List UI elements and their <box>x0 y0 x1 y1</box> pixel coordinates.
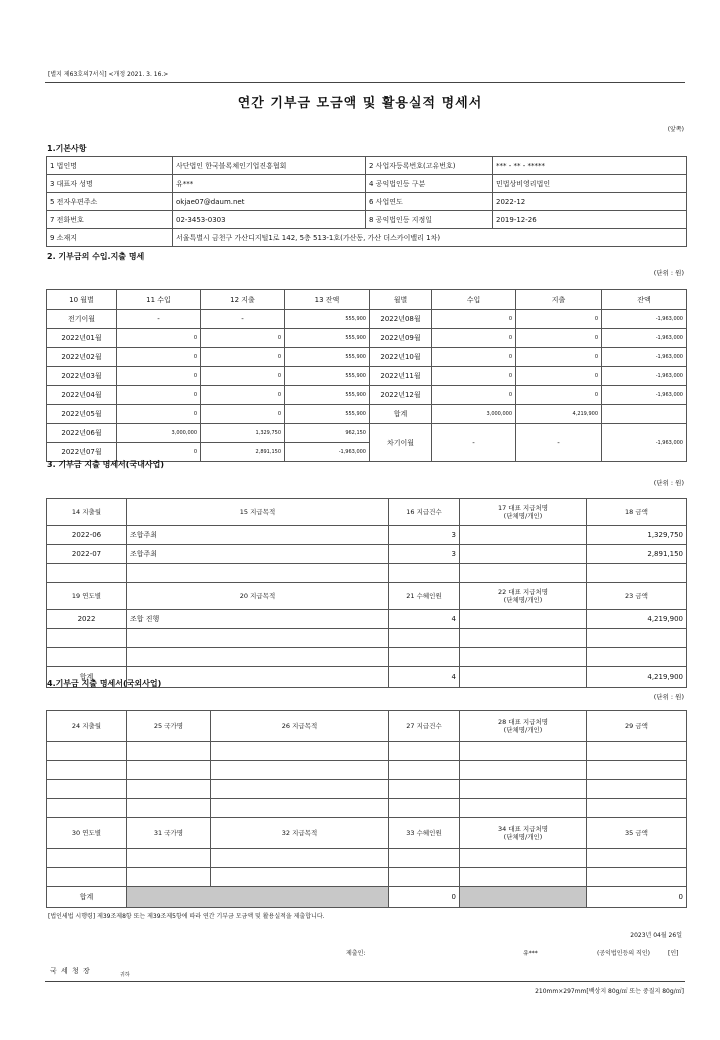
year-label: 2022 <box>47 610 127 629</box>
field-value: 사단법인 한국블록체인기업진흥협회 <box>173 157 366 175</box>
expense-purpose <box>127 629 389 648</box>
balance-value: -1,963,000 <box>602 329 687 348</box>
expense-value: 2,891,150 <box>201 443 285 462</box>
payee <box>460 629 587 648</box>
balance-value: -1,963,000 <box>602 310 687 329</box>
balance-value: -1,963,000 <box>602 348 687 367</box>
empty-row <box>47 742 687 761</box>
column-header: 35 금액 <box>587 818 687 849</box>
expense-value: 0 <box>516 386 602 405</box>
carry-balance: -1,963,000 <box>602 424 687 462</box>
year-row <box>47 629 687 648</box>
empty-cell <box>460 761 587 780</box>
total-amount: 4,219,900 <box>587 667 687 688</box>
empty-cell <box>460 868 587 887</box>
column-header: 34 대표 지급처명 (단체명/개인) <box>460 818 587 849</box>
month-label: 2022년01월 <box>47 329 117 348</box>
submitter-name: 유*** <box>523 950 538 957</box>
field-value: *** - ** - ***** <box>493 157 687 175</box>
expense-value: 0 <box>516 367 602 386</box>
empty-cell <box>47 799 127 818</box>
empty-cell <box>389 761 460 780</box>
payee <box>460 610 587 629</box>
empty-cell <box>587 849 687 868</box>
month-row <box>47 310 687 329</box>
empty-cell <box>211 849 389 868</box>
expense-amount <box>587 629 687 648</box>
section-2-heading: 2. 기부금의 수입.지출 명세 <box>47 252 145 261</box>
balance-value: 555,900 <box>285 310 370 329</box>
column-header: 11 수입 <box>117 290 201 310</box>
month-label: 2022년12월 <box>370 386 432 405</box>
total-label: 합계 <box>47 667 127 688</box>
column-header: 월별 <box>370 290 432 310</box>
field-label: 6 사업연도 <box>366 193 493 211</box>
total-count: 4 <box>389 667 460 688</box>
column-header: 16 지급건수 <box>389 499 460 526</box>
empty-cell <box>460 742 587 761</box>
expense-row <box>47 526 687 545</box>
income-expense-table <box>46 289 687 462</box>
column-header: 지출 <box>516 290 602 310</box>
month-label: 2022년07월 <box>47 443 117 462</box>
column-header: 20 지급목적 <box>127 583 389 610</box>
address-row <box>47 229 687 247</box>
month-label: 2022년09월 <box>370 329 432 348</box>
beneficiary-count <box>389 629 460 648</box>
total-label: 합계 <box>47 887 127 908</box>
expense-value: 0 <box>201 348 285 367</box>
income-value: 0 <box>432 310 516 329</box>
income-value: 0 <box>117 348 201 367</box>
address-value: 서울특별시 금천구 가산디지털1로 142, 5층 513-1호(가산동, 가산 더스카이밸리 1차) <box>173 229 687 247</box>
page-note: (앞쪽) <box>667 126 684 133</box>
expense-amount <box>587 564 687 583</box>
expense-count <box>389 564 460 583</box>
month-label: 2022년04월 <box>47 386 117 405</box>
year-label <box>47 648 127 667</box>
section-1-heading: 1.기본사항 <box>47 144 87 153</box>
empty-row <box>47 799 687 818</box>
income-value: 0 <box>117 367 201 386</box>
income-value: 0 <box>117 405 201 424</box>
column-header: 31 국가명 <box>127 818 211 849</box>
empty-cell <box>127 761 211 780</box>
field-label: 8 공익법인등 지정일 <box>366 211 493 229</box>
column-header: 27 지급건수 <box>389 711 460 742</box>
info-row <box>47 157 687 175</box>
empty-cell <box>127 742 211 761</box>
empty-cell <box>127 849 211 868</box>
empty-cell <box>389 742 460 761</box>
balance-value: -1,963,000 <box>602 367 687 386</box>
column-header: 14 지출월 <box>47 499 127 526</box>
recipient-suffix: 귀하 <box>120 972 130 978</box>
recipient: 국 세 청 장 <box>50 967 91 975</box>
empty-cell <box>460 780 587 799</box>
header-row <box>47 818 687 849</box>
column-header: 10 월별 <box>47 290 117 310</box>
empty-cell <box>127 868 211 887</box>
empty-row <box>47 868 687 887</box>
column-header: 13 잔액 <box>285 290 370 310</box>
submitter-role: (공익법인등의 직인) <box>597 950 650 957</box>
top-divider <box>45 82 685 83</box>
income-value: 3,000,000 <box>117 424 201 443</box>
expense-purpose: 조합주최 <box>127 526 389 545</box>
income-value: 0 <box>117 386 201 405</box>
month-label: 2022년02월 <box>47 348 117 367</box>
empty-cell <box>389 780 460 799</box>
column-header: 잔액 <box>602 290 687 310</box>
field-value: 유*** <box>173 175 366 193</box>
submitter-label: 제출인: <box>346 950 366 957</box>
column-header: 23 금액 <box>587 583 687 610</box>
empty-cell <box>47 868 127 887</box>
field-label: 3 대표자 성명 <box>47 175 173 193</box>
month-label: 합계 <box>370 405 432 424</box>
empty-cell <box>460 799 587 818</box>
empty-cell <box>389 868 460 887</box>
empty-row <box>47 849 687 868</box>
legal-statement: [법인세법 시행령] 제39조제8항 또는 제39조제5항에 따라 연간 기부금 모금액 및 활용실적을 제출합니다. <box>48 913 325 920</box>
empty-cell <box>587 742 687 761</box>
expense-count: 3 <box>389 526 460 545</box>
empty-cell <box>587 761 687 780</box>
month-label: 2022년06월 <box>47 424 117 443</box>
field-value: 02-3453-0303 <box>173 211 366 229</box>
balance-value: -1,963,000 <box>602 386 687 405</box>
balance-value: 555,900 <box>285 405 370 424</box>
year-row <box>47 648 687 667</box>
field-label: 5 전자우편주소 <box>47 193 173 211</box>
income-value: 0 <box>432 348 516 367</box>
column-header: 24 지출월 <box>47 711 127 742</box>
income-value: 3,000,000 <box>432 405 516 424</box>
empty-cell <box>211 868 389 887</box>
balance-value: 962,150 <box>285 424 370 443</box>
column-header: 21 수혜인원 <box>389 583 460 610</box>
paper-spec: 210mm×297mm[백상지 80g/㎡ 또는 중질지 80g/㎡] <box>535 988 684 995</box>
income-value: 0 <box>432 367 516 386</box>
expense-value: 0 <box>201 367 285 386</box>
column-header: 32 지급목적 <box>211 818 389 849</box>
empty-cell <box>460 849 587 868</box>
expense-purpose <box>127 564 389 583</box>
empty-cell <box>47 849 127 868</box>
total-row <box>47 887 687 908</box>
field-value: 2022-12 <box>493 193 687 211</box>
month-row <box>47 386 687 405</box>
balance-value: 555,900 <box>285 329 370 348</box>
info-row <box>47 211 687 229</box>
empty-cell <box>587 799 687 818</box>
year-row <box>47 610 687 629</box>
income-value: - <box>117 310 201 329</box>
expense-row <box>47 564 687 583</box>
column-header: 15 지급목적 <box>127 499 389 526</box>
balance-value <box>602 405 687 424</box>
column-header: 25 국가명 <box>127 711 211 742</box>
field-label: 1 법인명 <box>47 157 173 175</box>
expense-value: 4,219,900 <box>516 405 602 424</box>
expense-value: 0 <box>516 310 602 329</box>
income-value: 0 <box>432 386 516 405</box>
expense-month: 2022-06 <box>47 526 127 545</box>
column-header: 28 대표 지급처명 (단체명/개인) <box>460 711 587 742</box>
column-header: 수입 <box>432 290 516 310</box>
expense-month <box>47 564 127 583</box>
header-row <box>47 711 687 742</box>
empty-cell <box>127 799 211 818</box>
payee <box>460 526 587 545</box>
payee <box>460 545 587 564</box>
field-label: 9 소재지 <box>47 229 173 247</box>
expense-purpose: 조합 진행 <box>127 610 389 629</box>
expense-count: 3 <box>389 545 460 564</box>
month-label: 전기이월 <box>47 310 117 329</box>
column-header: 29 금액 <box>587 711 687 742</box>
income-value: 0 <box>117 329 201 348</box>
expense-amount <box>587 648 687 667</box>
empty-cell <box>389 849 460 868</box>
month-label: 2022년08월 <box>370 310 432 329</box>
expense-value: 0 <box>201 405 285 424</box>
month-row <box>47 348 687 367</box>
empty-cell <box>47 780 127 799</box>
header-row <box>47 290 687 310</box>
empty-row <box>47 780 687 799</box>
income-value: 0 <box>117 443 201 462</box>
carry-label: 차기이월 <box>370 424 432 462</box>
section-3-unit: (단위 : 원) <box>653 479 684 487</box>
income-value: 0 <box>432 329 516 348</box>
section-4-heading: 4.기부금 지출 명세서(국외사업) <box>47 679 162 688</box>
payee <box>460 564 587 583</box>
carry-income: - <box>432 424 516 462</box>
payee <box>460 648 587 667</box>
domestic-expense-table <box>46 498 687 688</box>
column-header: 30 연도별 <box>47 818 127 849</box>
empty-cell <box>127 780 211 799</box>
expense-amount: 1,329,750 <box>587 526 687 545</box>
empty-cell <box>211 761 389 780</box>
beneficiary-count <box>389 648 460 667</box>
carry-expense: - <box>516 424 602 462</box>
bottom-divider <box>45 981 685 982</box>
empty-cell <box>211 799 389 818</box>
section-4-unit: (단위 : 원) <box>653 693 684 701</box>
expense-value: 0 <box>201 329 285 348</box>
column-header: 18 금액 <box>587 499 687 526</box>
year-label <box>47 629 127 648</box>
total-payee <box>460 667 587 688</box>
section-3-heading: 3. 기부금 지출 명세서(국내사업) <box>47 460 165 469</box>
info-row <box>47 175 687 193</box>
field-value: 2019-12-26 <box>493 211 687 229</box>
submit-date: 2023년 04월 26일 <box>630 932 682 939</box>
column-header: 19 연도별 <box>47 583 127 610</box>
overseas-expense-table <box>46 710 687 908</box>
section-2-unit: (단위 : 원) <box>653 269 684 277</box>
header-row <box>47 499 687 526</box>
expense-purpose <box>127 648 389 667</box>
total-purpose <box>127 667 389 688</box>
empty-cell <box>587 780 687 799</box>
column-header: 17 대표 지급처명 (단체명/개인) <box>460 499 587 526</box>
expense-value: 1,329,750 <box>201 424 285 443</box>
balance-value: 555,900 <box>285 367 370 386</box>
field-label: 4 공익법인등 구분 <box>366 175 493 193</box>
field-value: 민법상비영리법인 <box>493 175 687 193</box>
expense-amount: 2,891,150 <box>587 545 687 564</box>
expense-row <box>47 545 687 564</box>
empty-cell <box>211 780 389 799</box>
empty-cell <box>211 742 389 761</box>
expense-value: 0 <box>516 329 602 348</box>
month-row <box>47 367 687 386</box>
total-count: 0 <box>389 887 460 908</box>
column-header: 33 수혜인원 <box>389 818 460 849</box>
month-label: 2022년05월 <box>47 405 117 424</box>
info-row <box>47 193 687 211</box>
month-label: 2022년10월 <box>370 348 432 367</box>
empty-cell <box>587 868 687 887</box>
month-row <box>47 405 687 424</box>
header-row <box>47 583 687 610</box>
form-number: [별지 제63호의7서식] <개정 2021. 3. 16.> <box>48 71 169 78</box>
balance-value: 555,900 <box>285 348 370 367</box>
field-value: okjae07@daum.net <box>173 193 366 211</box>
seal-mark: [인] <box>668 950 679 957</box>
expense-purpose: 조합주최 <box>127 545 389 564</box>
month-row <box>47 329 687 348</box>
expense-amount: 4,219,900 <box>587 610 687 629</box>
expense-month: 2022-07 <box>47 545 127 564</box>
total-payee <box>460 887 587 908</box>
column-header: 12 지출 <box>201 290 285 310</box>
basic-info-table <box>46 156 687 247</box>
expense-value: 0 <box>516 348 602 367</box>
expense-value: 0 <box>201 386 285 405</box>
column-header: 26 지급목적 <box>211 711 389 742</box>
total-country <box>127 887 389 908</box>
month-label: 2022년03월 <box>47 367 117 386</box>
empty-cell <box>389 799 460 818</box>
empty-row <box>47 761 687 780</box>
balance-value: -1,963,000 <box>285 443 370 462</box>
field-label: 7 전화번호 <box>47 211 173 229</box>
balance-value: 555,900 <box>285 386 370 405</box>
expense-value: - <box>201 310 285 329</box>
total-amount: 0 <box>587 887 687 908</box>
field-label: 2 사업자등록번호(고유번호) <box>366 157 493 175</box>
page-title: 연간 기부금 모금액 및 활용실적 명세서 <box>237 96 483 111</box>
empty-cell <box>47 761 127 780</box>
month-row <box>47 424 687 443</box>
beneficiary-count: 4 <box>389 610 460 629</box>
column-header: 22 대표 지급처명 (단체명/개인) <box>460 583 587 610</box>
empty-cell <box>47 742 127 761</box>
month-label: 2022년11월 <box>370 367 432 386</box>
